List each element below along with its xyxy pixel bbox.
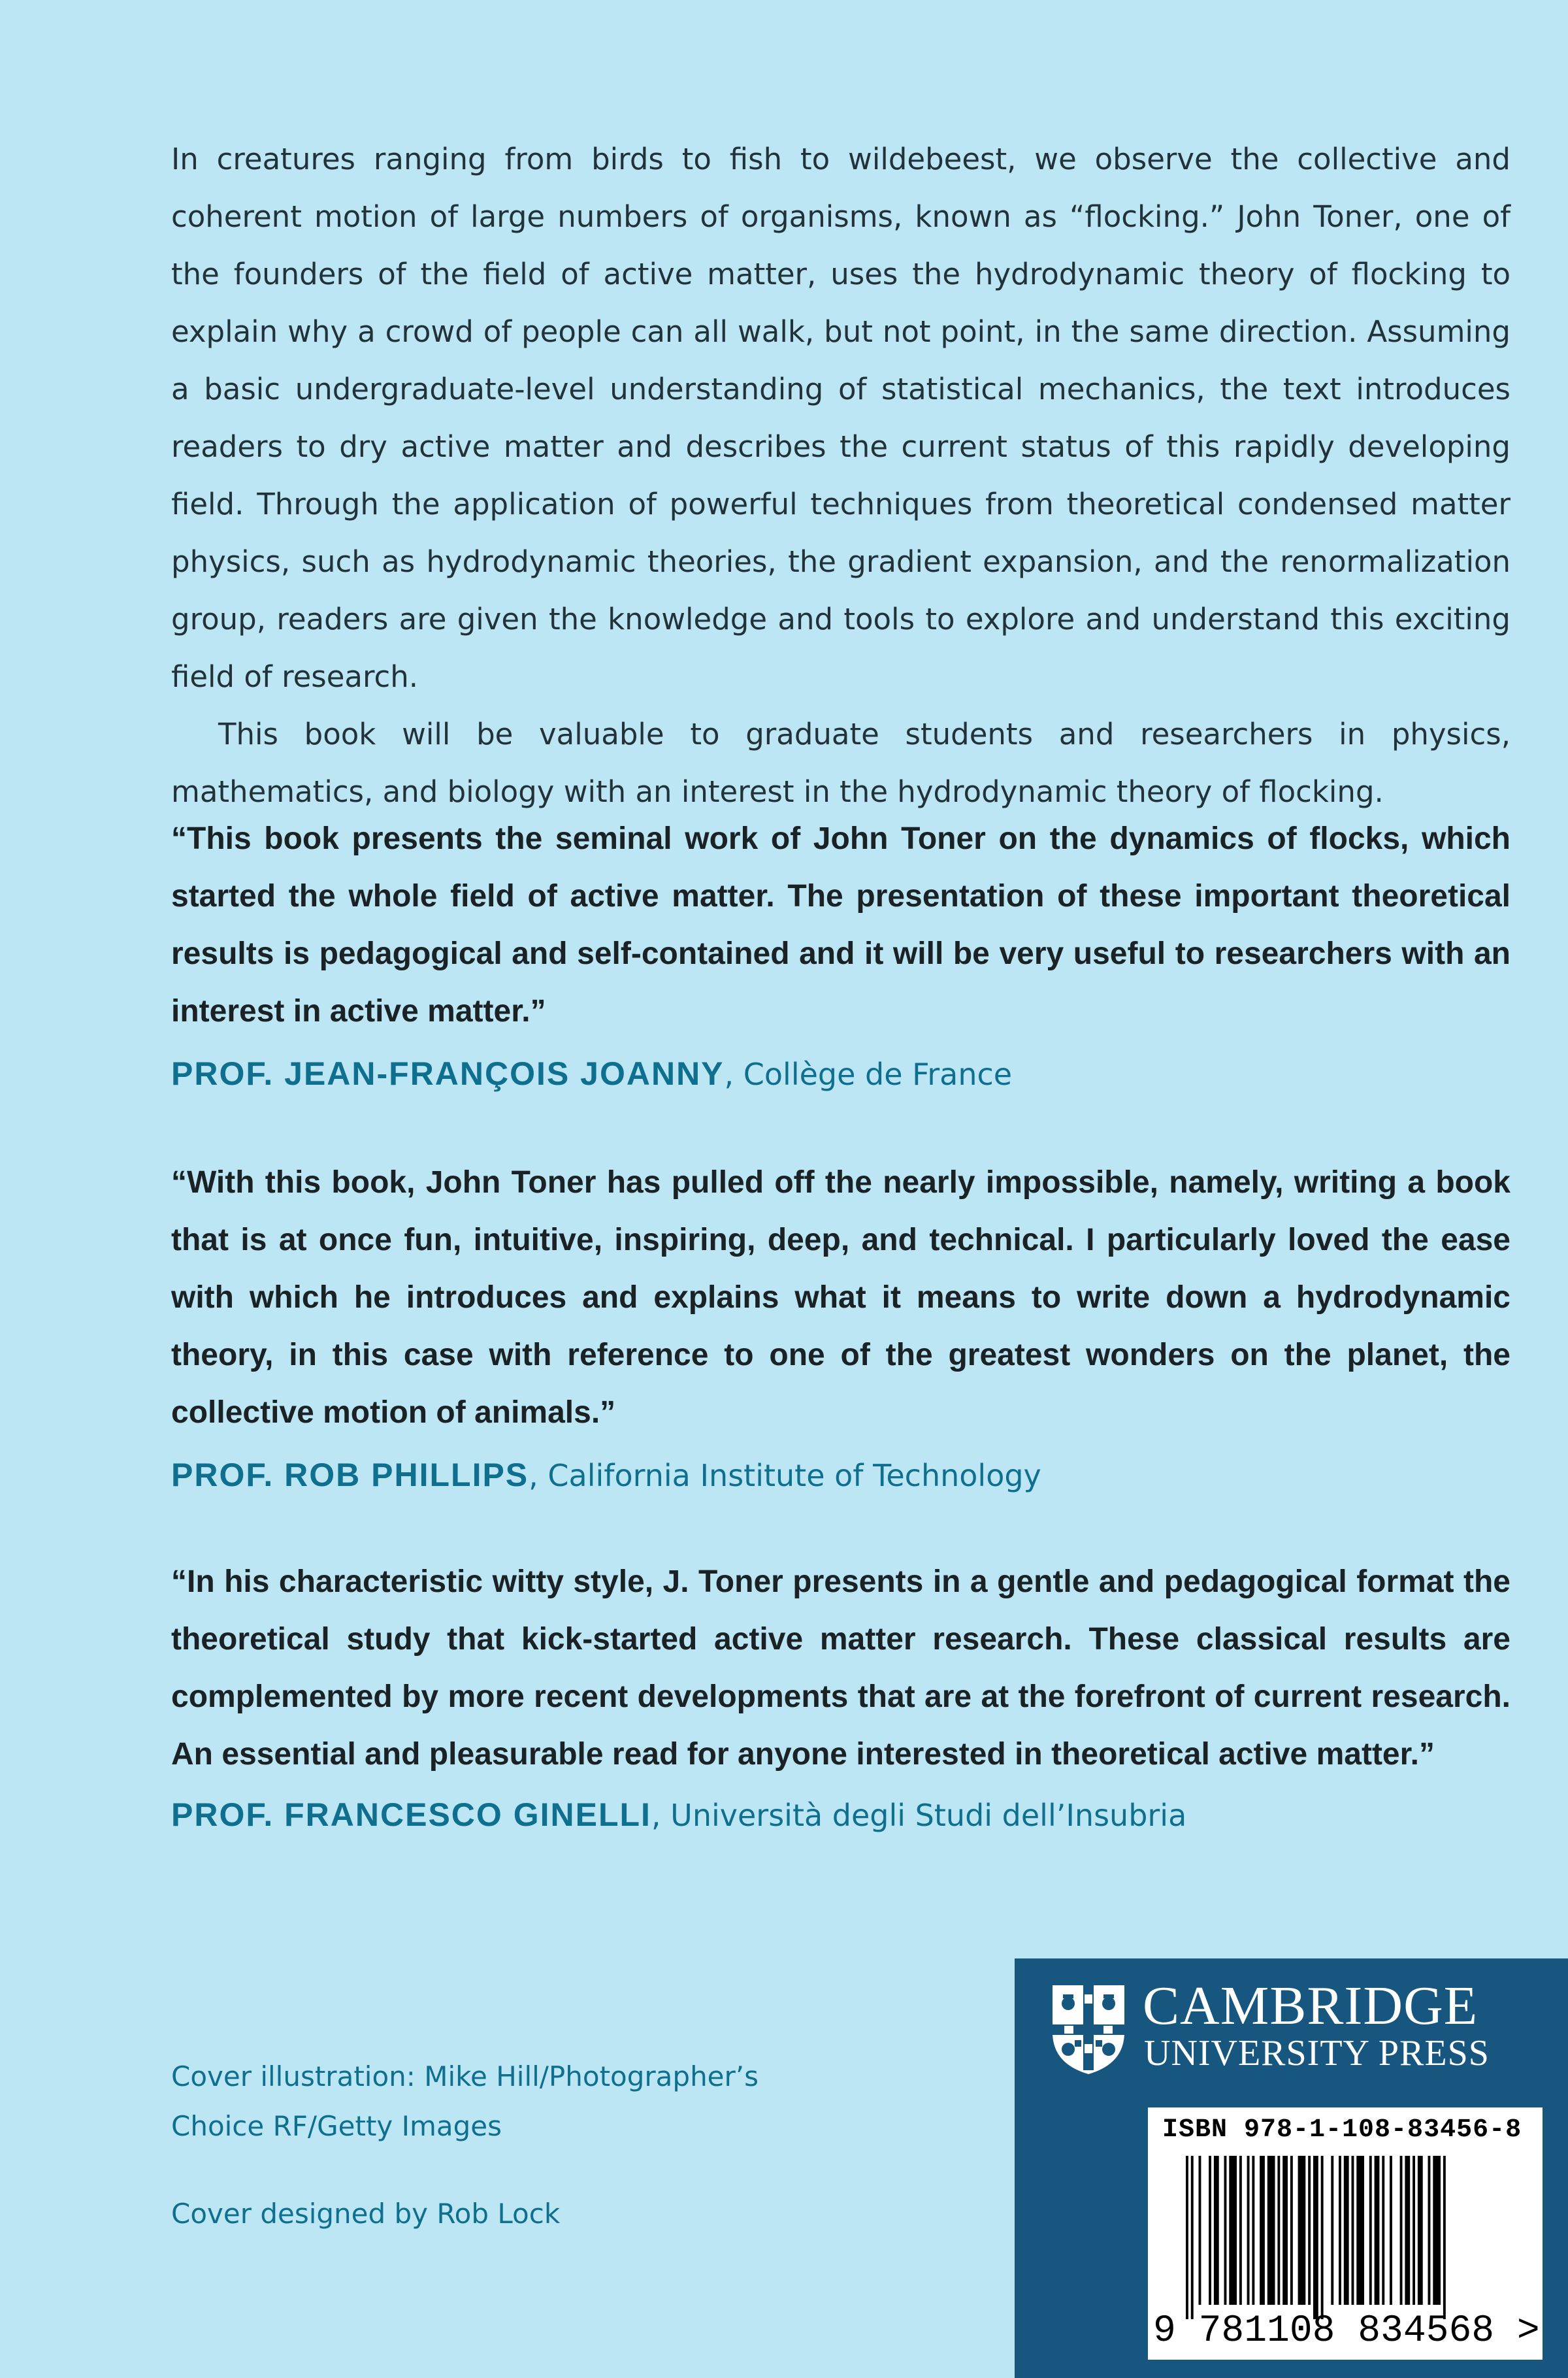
illustration-credit-line-2: Choice RF/Getty Images — [171, 2110, 502, 2142]
cover-design-credit: Cover designed by Rob Lock — [171, 2198, 561, 2230]
publisher-panel — [1015, 1958, 1568, 2378]
endorsement-attribution-2 — [171, 1452, 1511, 1498]
endorsement-attribution-3 — [171, 1792, 1511, 1838]
cover-illustration-credit — [171, 2052, 759, 2151]
description-paragraph-1: In creatures ranging from birds to fish to wildebeest, we observe the collective and coherent motion of large numbers of organisms, known as “flocking.” John Toner, one of the founders of the field of active matter, uses the hydrodynamic theory of flocking to explain why a crowd of people can all walk, but not point, in the same direction. Assuming a basic undergraduate-level understanding of statistical mechanics, the text introduces readers to dry active matter and describes the current status of this rapidly developing field. Through the application of powerful techniques from theoretical condensed matter physics, such as hydrodynamic theories, the gradient expansion, and the renormalization group, readers are given the knowledge and tools to explore and understand this exciting field of research. — [171, 142, 1511, 694]
isbn-barcode — [1148, 2107, 1543, 2360]
endorser-affiliation-1: , Collège de France — [724, 1057, 1013, 1092]
endorsement-quote-2: “With this book, John Toner has pulled off the nearly impossible, namely, writing a book that is at once fun, intuitive, inspiring, deep, and technical. I particularly loved the ease with which he introduces and explains what it means to write down a hydrodynamic theory, in this case with reference to one of the greatest wonders on the planet, the collective motion of animals.” — [171, 1165, 1511, 1430]
endorser-affiliation-3: , Università degli Studi dell’Insubria — [651, 1798, 1187, 1833]
endorser-name-1: PROF. JEAN-FRANÇOIS JOANNY — [171, 1055, 725, 1092]
endorsement-quote-1: “This book presents the seminal work of John Toner on the dynamics of flocks, which started the whole field of active matter. The presentation of these important theoretical results is pedagogical and self-contained and it will be very useful to researchers with an interest in active matter.” — [171, 821, 1511, 1029]
book-description — [171, 131, 1511, 821]
endorser-name-2: PROF. ROB PHILLIPS — [171, 1457, 529, 1493]
cambridge-shield-icon — [1049, 1981, 1128, 2077]
publisher-name: CAMBRIDGE — [1143, 1975, 1478, 2036]
isbn-label: ISBN 978-1-108-83456-8 — [1162, 2115, 1522, 2145]
endorser-affiliation-2: , California Institute of Technology — [529, 1458, 1041, 1493]
illustration-credit-line-1: Cover illustration: Mike Hill/Photographer’s — [171, 2060, 759, 2092]
endorsement-attribution-1 — [171, 1051, 1511, 1097]
barcode-digits: 9 781108 834568 > — [1153, 2310, 1540, 2353]
endorser-name-3: PROF. FRANCESCO GINELLI — [171, 1796, 651, 1833]
endorsement-quote-3: “In his characteristic witty style, J. Toner presents in a gentle and pedagogical format the theoretical study that kick-started active matter research. These classical results are complemented by more recent developments that are at the forefront of current research. An essential and pleasurable read for anyone interested in theoretical active matter.” — [171, 1564, 1511, 1772]
publisher-subname: UNIVERSITY PRESS — [1144, 2033, 1490, 2073]
description-paragraph-2: This book will be valuable to graduate students and researchers in physics, mathematics, and biology with an interest in the hydrodynamic theory of flocking. — [171, 717, 1511, 809]
